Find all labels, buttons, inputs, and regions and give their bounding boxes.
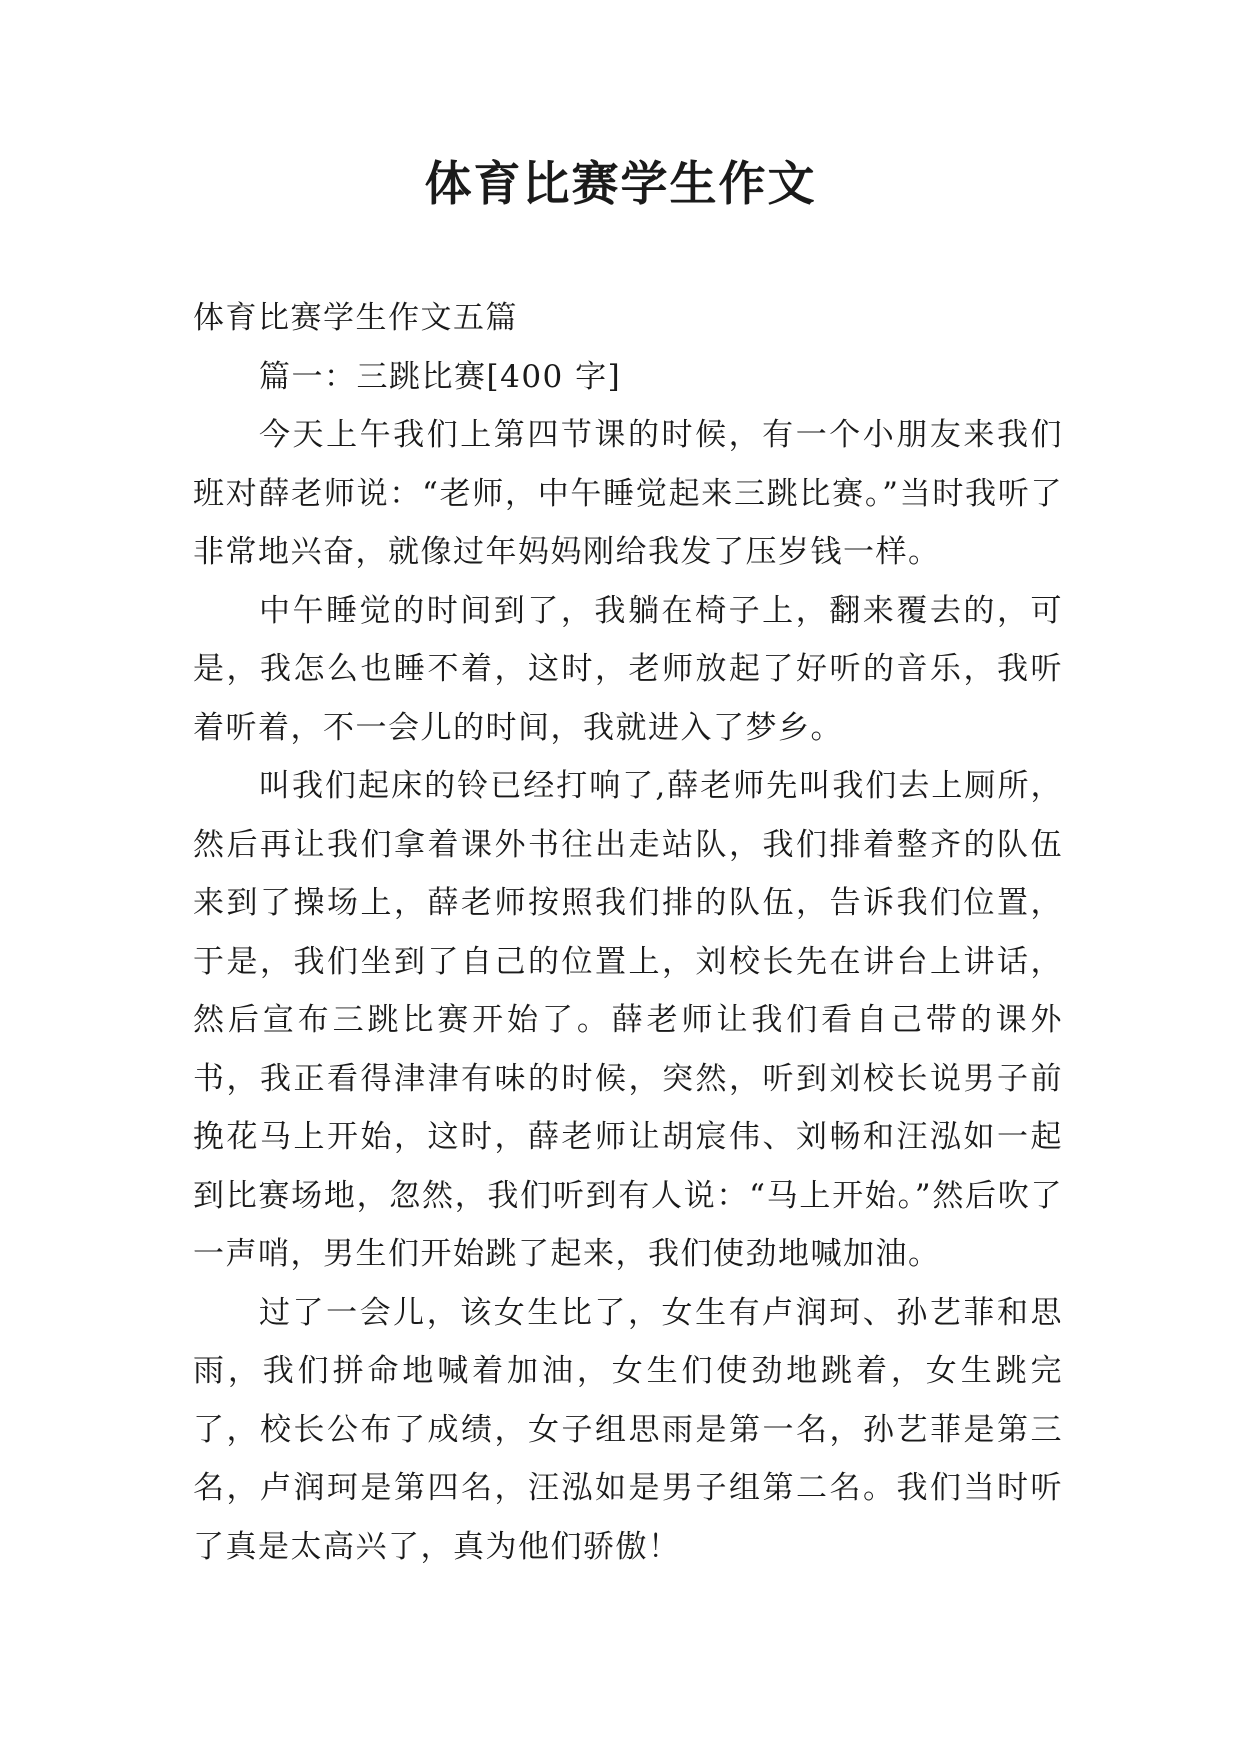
paragraph: 今天上午我们上第四节课的时候，有一个小朋友来我们班对薛老师说：“老师，中午睡觉起来三跳比赛。”当时我听了非常地兴奋，就像过年妈妈刚给我发了压岁钱一样。 <box>193 417 1063 570</box>
paragraph: 叫我们起床的铃已经打响了,薛老师先叫我们去上厕所，然后再让我们拿着课外书往出走站队，我们排着整齐的队伍来到了操场上，薛老师按照我们排的队伍，告诉我们位置，于是，我们坐到了自己的位置上，刘校长先在讲台上讲话，然后宣布三跳比赛开始了。薛老师让我们看自己带的课外书，我正看得津津有味的时候，突然，听到刘校长说男子前挽花马上开始，这时，薛老师让胡宸伟、刘畅和汪泓如一起到比赛场地，忽然，我们听到有人说：“马上开始。”然后吹了一声哨，男生们开始跳了起来，我们使劲地喊加油。 <box>193 768 1063 1272</box>
document-title: 体育比赛学生作文 <box>424 157 817 212</box>
section-heading: 篇一：三跳比赛[400 字] <box>259 358 622 395</box>
document-body <box>193 289 1063 1576</box>
paragraph: 过了一会儿，该女生比了，女生有卢润珂、孙艺菲和思雨，我们拼命地喊着加油，女生们使劲地跳着，女生跳完了，校长公布了成绩，女子组思雨是第一名，孙艺菲是第三名，卢润珂是第四名，汪泓如是男子组第二名。我们当时听了真是太高兴了，真为他们骄傲！ <box>193 1294 1063 1565</box>
document-subtitle: 体育比赛学生作文五篇 <box>193 300 518 336</box>
paragraph: 中午睡觉的时间到了，我躺在椅子上，翻来覆去的，可是，我怎么也睡不着，这时，老师放起了好听的音乐，我听着听着，不一会儿的时间，我就进入了梦乡。 <box>193 592 1063 746</box>
